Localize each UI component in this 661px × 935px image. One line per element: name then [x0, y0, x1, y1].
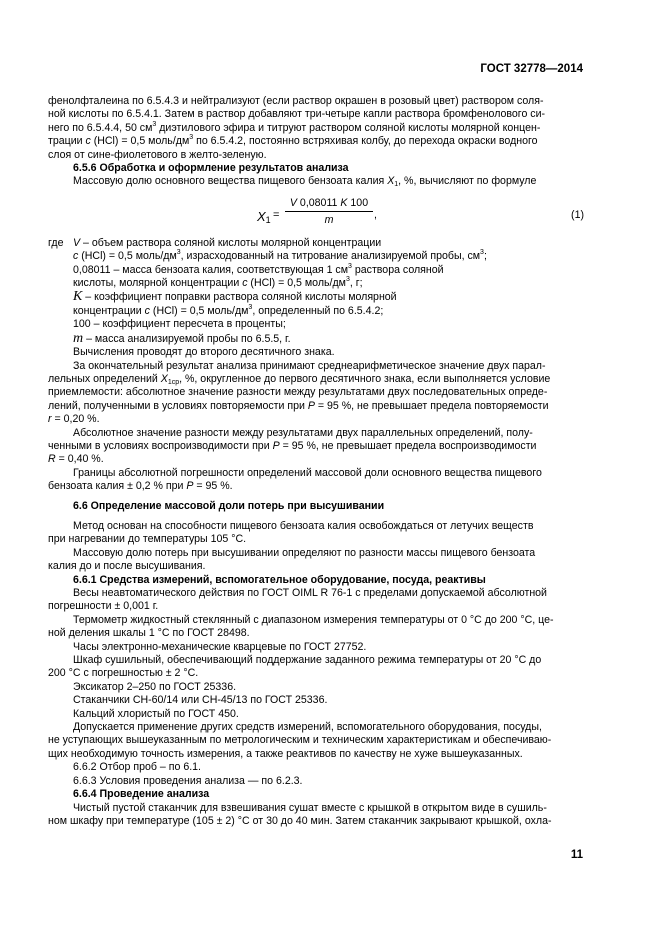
formula-fraction: [285, 197, 373, 228]
paragraph-titration: фенолфталеина по 6.5.4.3 и нейтрализуют (если раствор окрашен в розовый цвет) раствором соля- ной кислоты по 6.5.4.1. Затем в раствор добавляют три-четыре капли раствора бромфенолового си- него по 6.5.4.4, 50 $см^3$ диэтилового эфира и титруют раствором соляной кислоты молярной концен- трации c (HCl) = 0,5 моль/$дм^3$ по 6.5.4.2, постоянно встряхивая колбу, до перехода окраски водного слоя от сине-фиолетового в желто-зеленую.: [48, 95, 546, 161]
section-6-5-6-title: 6.5.6 Обработка и оформление результатов анализа: [73, 162, 349, 175]
section-6-6-2: 6.6.2 Отбор проб – по 6.1.: [73, 761, 201, 774]
formula-lhs: X1: [257, 208, 271, 225]
section-6-6-1-title: 6.6.1 Средства измерений, вспомогательное оборудование, посуда, реактивы: [73, 573, 486, 586]
formula-legend: где V – объем раствора соляной кислоты молярной концентрации c (HCl) = 0,5 моль/$дм^3$, израсходованный на титрование анализируемой пробы, $см^3$; 0,08011 – масса бензоата калия, соответствующая 1 $см^3$ раствора соляной кислоты, молярной концентрации c (HCl) = 0,5 моль/$дм^3$, г; K – коэффициент поправки раствора соляной кислоты молярной концентрации c (HCl) = 0,5 моль/$дм^3$, определенный по 6.5.4.2; 100 – коэффициент пересчета в проценты; m – масса анализируемой пробы по 6.5.5, г. Вычисления проводят до второго десятичного знака.: [48, 236, 487, 359]
formula-numerator: V 0,08011 K 100: [285, 197, 373, 212]
formula-equals: =: [273, 208, 280, 221]
item-thermometer: Термометр жидкостный стеклянный с диапазоном измерения температуры от 0 °С до 200 °С, це- ной деления шкалы 1 °С по ГОСТ 28498.: [48, 613, 554, 640]
section-6-6-4-title: 6.6.4 Проведение анализа: [73, 788, 210, 801]
paragraph-procedure: Чистый пустой стаканчик для взвешивания сушат вместе с крышкой в открытом виде в сушиль- ном шкафу при температуре (105 ± 2) °С от 30 до 40 мин. Затем стаканчик закрывают крышкой, охла-: [48, 801, 552, 827]
item-scales: Весы неавтоматического действия по ГОСТ OIML R 76-1 с пределами допускаемой абсолютной погрешности ± 0,001 г.: [48, 587, 547, 613]
paragraph-error-bounds: Границы абсолютной погрешности определений массовой доли основного вещества пищевого бензоата калия ± 0,2 % при P = 95 %.: [48, 466, 542, 493]
document-number: ГОСТ 32778—2014: [480, 63, 583, 75]
paragraph-method: Метод основан на способности пищевого бензоата калия освобождаться от летучих веществ при нагревании до температуры 105 °С.: [48, 519, 534, 546]
item-oven: Шкаф сушильный, обеспечивающий поддержание заданного режима температуры от 20 °С до 200 °С с погрешностью ± 2 °С.: [48, 654, 542, 680]
paragraph-final-result: За окончательный результат анализа принимают среднеарифметическое значение двух парал- лельных определений $X_{1ср}$, %, округленное до первого десятичного знака, если выполняется условие приемлемости: абсолютное значение разности между результатами двух последовательных опреде- лений, полученными в условиях повторяемости при P = 95 %, не превышает предела повторяемости r = 0,20 %.: [48, 359, 551, 426]
section-6-6-title: 6.6 Определение массовой доли потерь при высушивании: [73, 499, 385, 512]
formula-1: X1 = $\frac{V 0,08011 K 100}{m}$ , (1): [257, 196, 584, 227]
page-body: [48, 95, 584, 828]
paragraph-alternatives: Допускается применение других средств измерений, вспомогательного оборудования, посуды, не уступающих вышеуказанным по метрологическим и техническим характеристикам и обеспечиваю- щих необходимую точность измерения, а также реактивов по качеству не хуже вышеуказанных.: [48, 721, 552, 760]
section-6-6-3: 6.6.3 Условия проведения анализа — по 6.2.3.: [73, 774, 303, 787]
item-cups: Стаканчики СН-60/14 или СН-45/13 по ГОСТ 25336.: [73, 694, 328, 707]
paragraph-mass-loss: Массовую долю потерь при высушивании определяют по разности массы пищевого бензоата калия до и после высушивания.: [48, 546, 536, 573]
paragraph-reproducibility: Абсолютное значение разности между результатами двух параллельных определений, полу- ченными в условиях воспроизводимости при P = 95 %, не превышает предела воспроизводимости R = 0,40 %.: [48, 426, 537, 466]
item-clock: Часы электронно-механические кварцевые по ГОСТ 27752.: [73, 640, 367, 653]
item-calcium-chloride: Кальций хлористый по ГОСТ 450.: [73, 707, 239, 720]
formula-intro: Массовую долю основного вещества пищевого бензоата калия $X_1$, %, вычисляют по формуле: [73, 175, 537, 189]
formula-number: (1): [571, 208, 584, 221]
item-exsiccator: Эксикатор 2–250 по ГОСТ 25336.: [73, 680, 237, 693]
formula-denominator: m: [324, 214, 334, 227]
page-number: 11: [570, 849, 583, 861]
